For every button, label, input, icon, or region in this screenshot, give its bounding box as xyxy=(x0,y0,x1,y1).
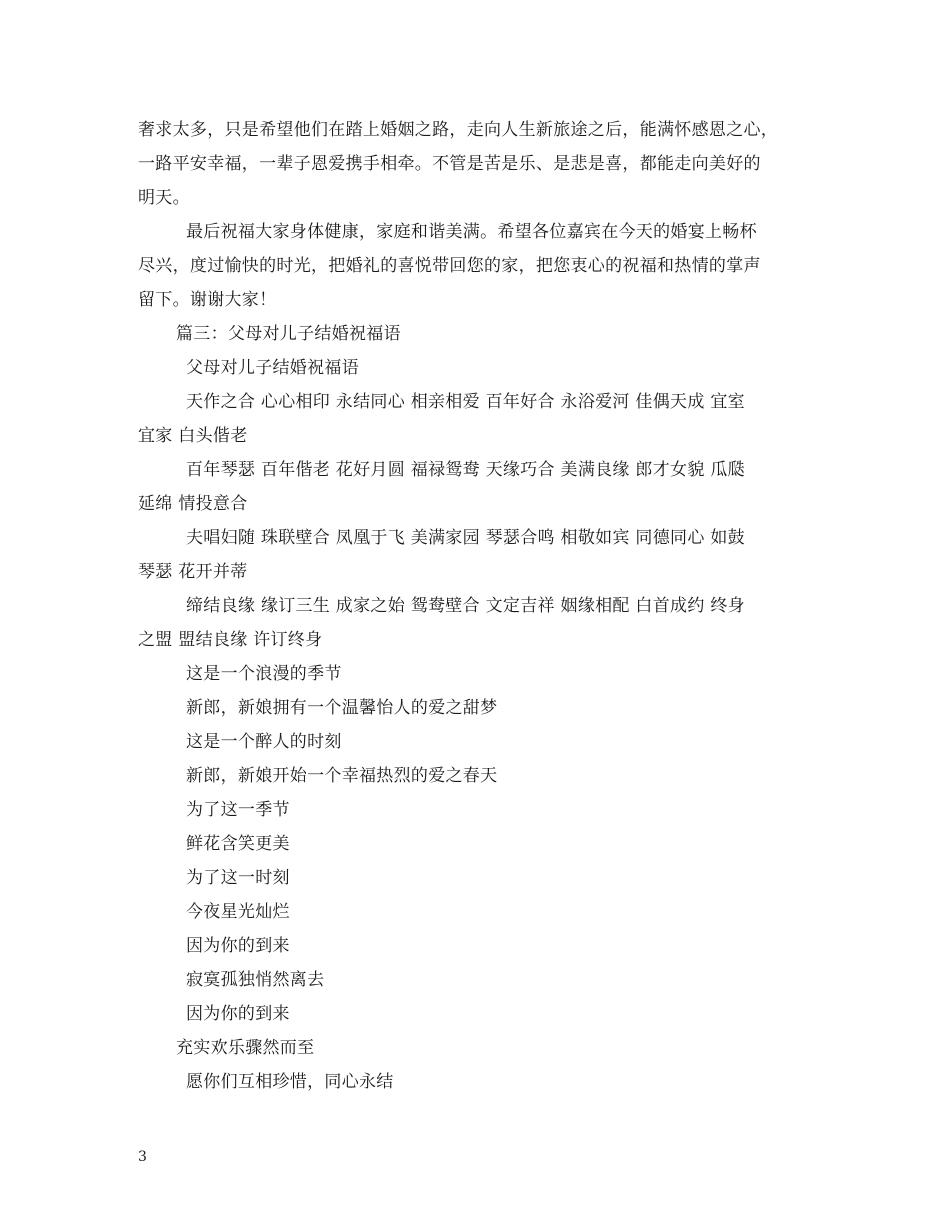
poem-line: 愿你们互相珍惜，同心永结 xyxy=(186,1072,394,1092)
section-title: 父母对儿子结婚祝福语 xyxy=(186,358,359,378)
text-line: 宜家 白头偕老 xyxy=(138,426,248,446)
poem-line: 因为你的到来 xyxy=(186,1004,290,1024)
section-heading: 篇三：父母对儿子结婚祝福语 xyxy=(176,324,401,344)
page-body xyxy=(138,113,818,1099)
poem-line: 因为你的到来 xyxy=(186,936,290,956)
poem-line: 为了这一季节 xyxy=(186,800,290,820)
poem-line: 充实欢乐骤然而至 xyxy=(176,1038,315,1058)
text-line: 琴瑟 花开并蒂 xyxy=(138,562,248,582)
text-line: 之盟 盟结良缘 许订终身 xyxy=(138,630,323,650)
poem-line: 这是一个醉人的时刻 xyxy=(186,732,342,752)
poem-line: 为了这一时刻 xyxy=(186,868,290,888)
poem-line: 寂寞孤独悄然离去 xyxy=(186,970,325,990)
text-line: 留下。谢谢大家！ xyxy=(138,290,277,310)
poem-line: 新郎，新娘拥有一个温馨怡人的爱之甜梦 xyxy=(186,698,498,718)
text-line: 夫唱妇随 珠联壁合 凤凰于飞 美满家园 琴瑟合鸣 相敬如宾 同德同心 如鼓 xyxy=(186,528,745,548)
text-line: 最后祝福大家身体健康，家庭和谐美满。希望各位嘉宾在今天的婚宴上畅杯 xyxy=(186,222,757,242)
text-line: 天作之合 心心相印 永结同心 相亲相爱 百年好合 永浴爱河 佳偶天成 宜室 xyxy=(186,392,745,412)
text-line: 延绵 情投意合 xyxy=(138,494,248,514)
text-line: 百年琴瑟 百年偕老 花好月圆 福禄鸳鸯 天缘巧合 美满良缘 郎才女貌 瓜瓞 xyxy=(186,460,745,480)
poem-line: 这是一个浪漫的季节 xyxy=(186,664,342,684)
poem-line: 今夜星光灿烂 xyxy=(186,902,290,922)
text-line: 明天。 xyxy=(138,188,190,208)
poem-line: 新郎，新娘开始一个幸福热烈的爱之春天 xyxy=(186,766,498,786)
page-number: 3 xyxy=(138,1149,147,1165)
poem-line: 鲜花含笑更美 xyxy=(186,834,290,854)
text-line: 尽兴，度过愉快的时光，把婚礼的喜悦带回您的家，把您衷心的祝福和热情的掌声 xyxy=(138,256,761,276)
text-line: 奢求太多，只是希望他们在踏上婚姻之路，走向人生新旅途之后，能满怀感恩之心， xyxy=(138,120,779,140)
text-line: 一路平安幸福，一辈子恩爱携手相牵。不管是苦是乐、是悲是喜，都能走向美好的 xyxy=(138,154,761,174)
text-line: 缔结良缘 缘订三生 成家之始 鸳鸯壁合 文定吉祥 姻缘相配 白首成约 终身 xyxy=(186,596,745,616)
